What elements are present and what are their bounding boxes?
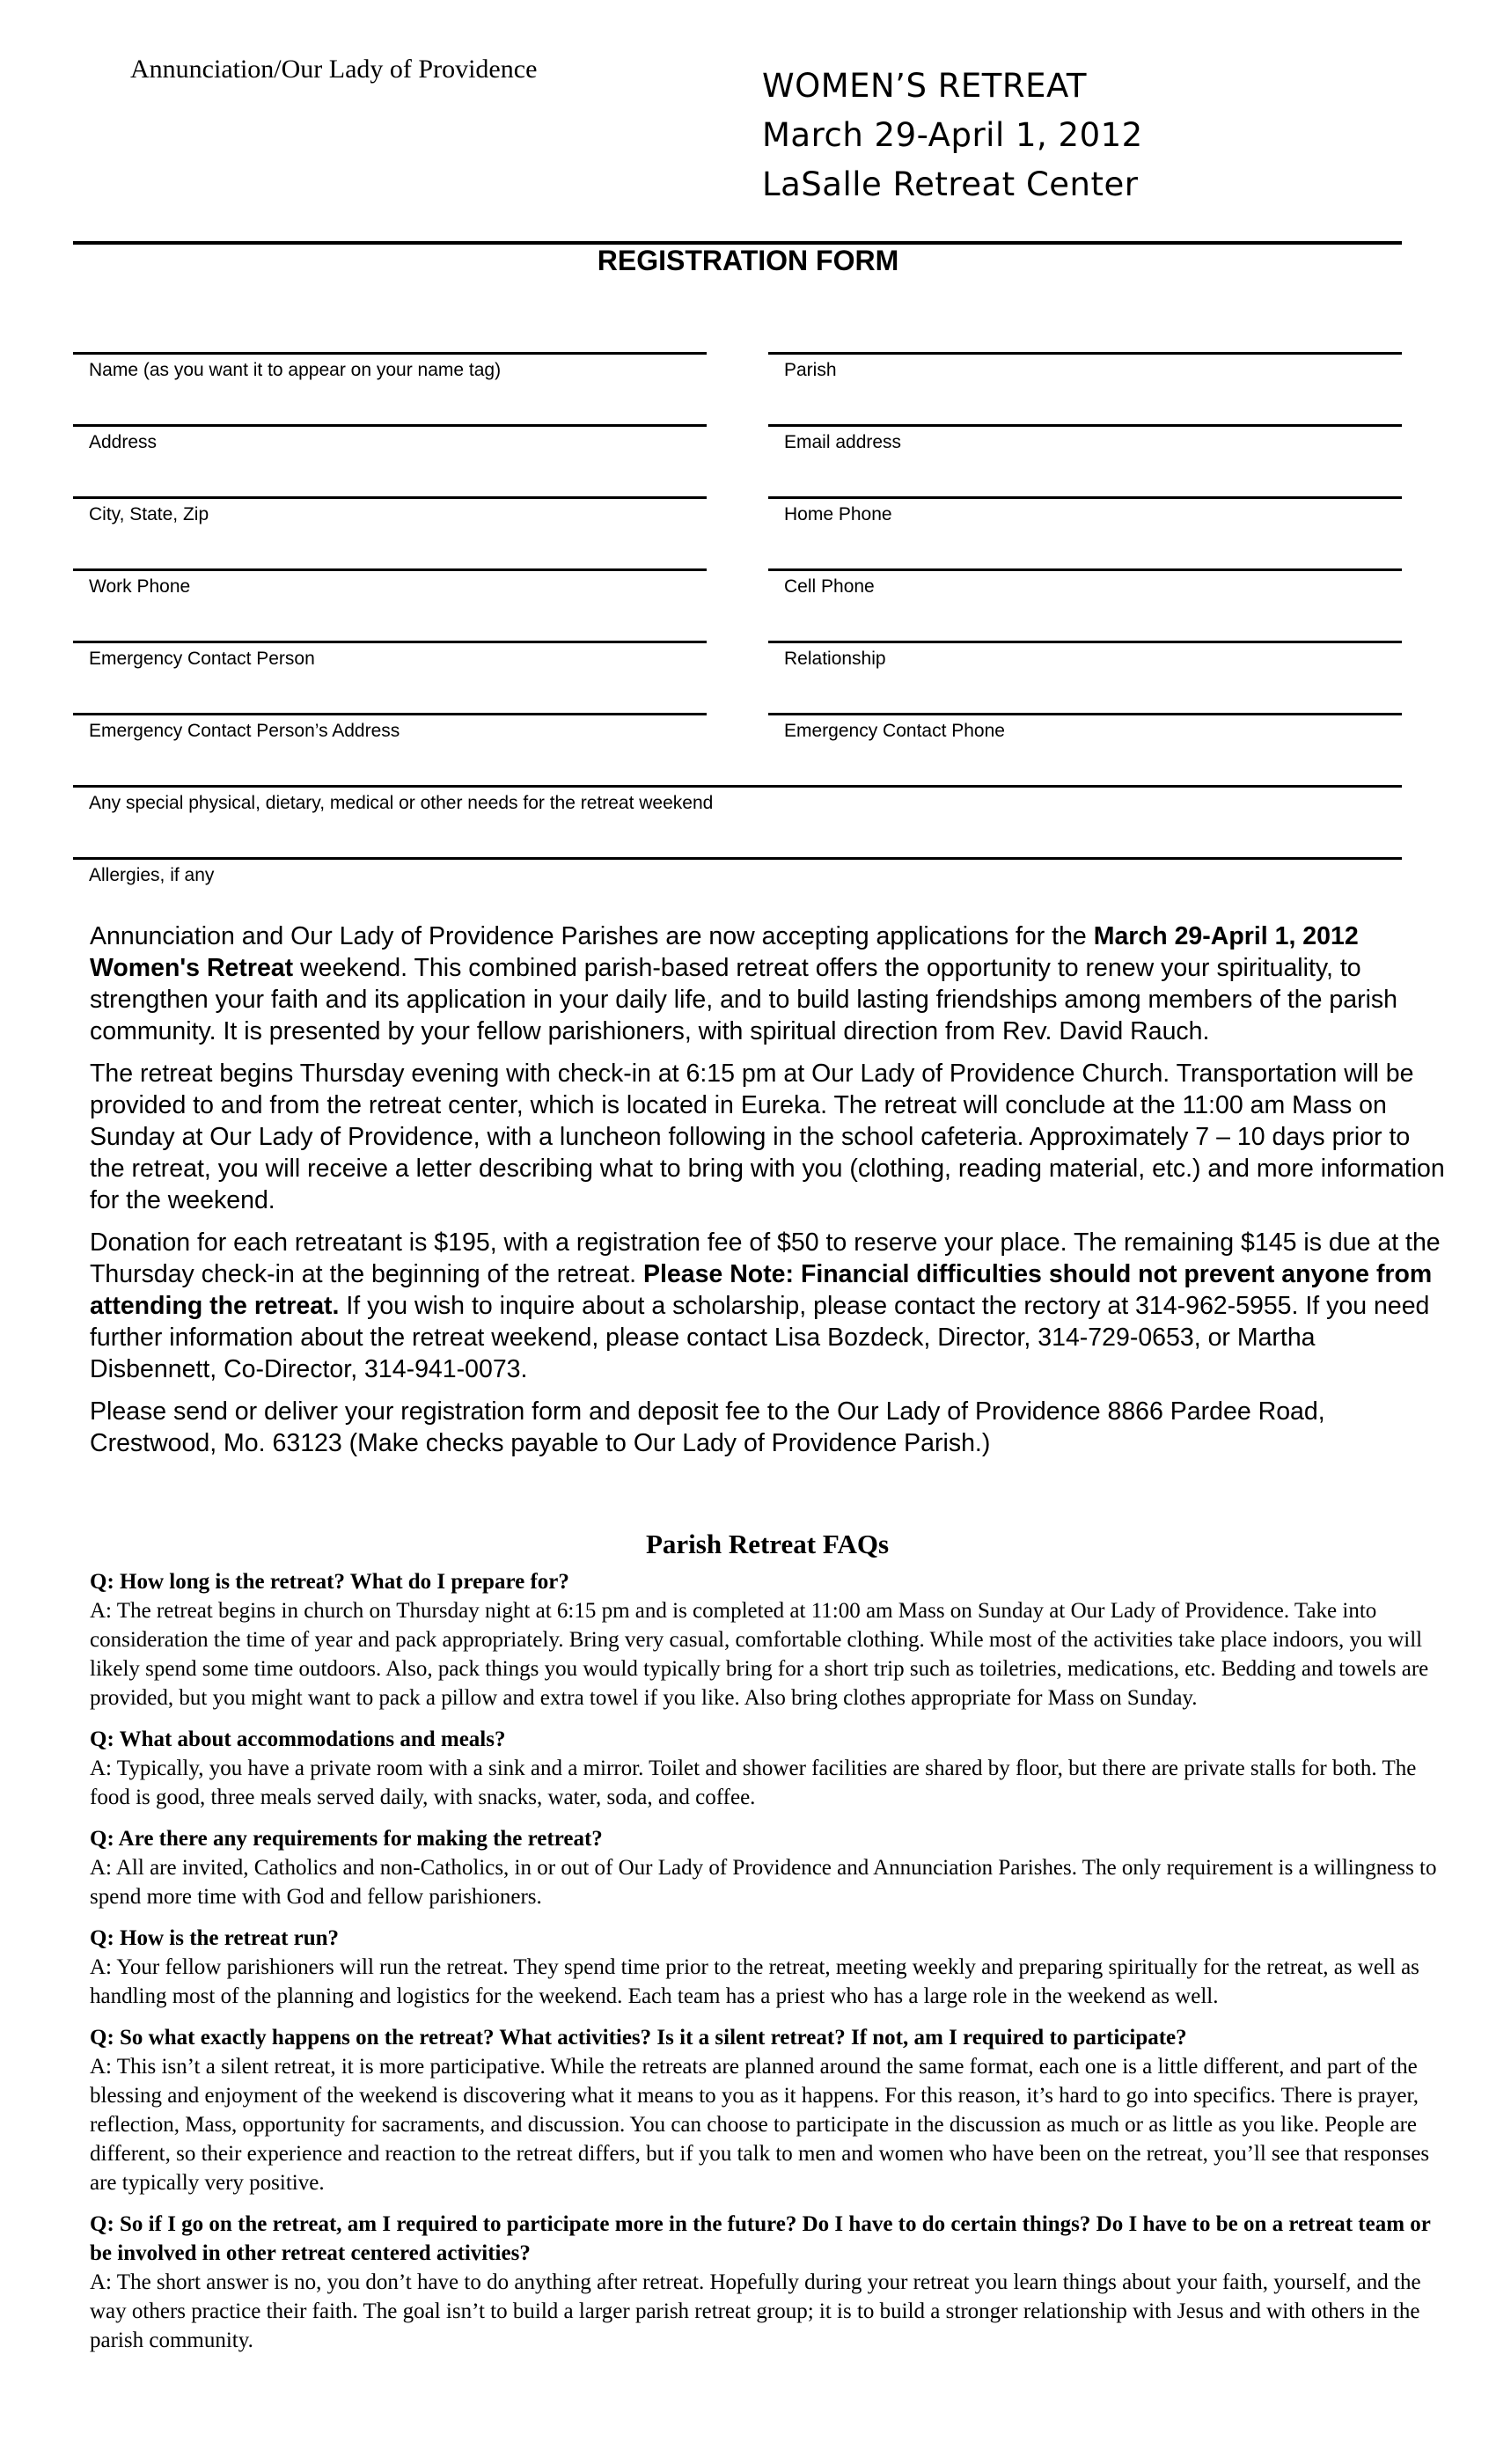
emergency-contact-field-label: Emergency Contact Person xyxy=(89,649,315,669)
info-paragraph-intro: Annunciation and Our Lady of Providence Parishes are now accepting applications for the March 29-April 1, 2012 Women's Retreat weekend. This combined parish-based retreat offers the opportunity to renew your spirituality, to strengthen your faith and its application in your daily life, and to build lasting friendships among members of the parish community. It is presented by your fellow parishioners, with spiritual direction from Rev. David Rauch. xyxy=(90,922,1398,1045)
faq-item xyxy=(90,1824,1445,1911)
faq-item xyxy=(90,2023,1445,2197)
home-phone-field-label: Home Phone xyxy=(784,504,892,524)
special-needs-field[interactable] xyxy=(73,785,1402,814)
emergency-contact-field[interactable] xyxy=(73,641,707,670)
info-paragraph-schedule: The retreat begins Thursday evening with check-in at 6:15 pm at Our Lady of Providence Church. Transportation will be provided to and from the retreat center, which is located in Eureka. The retreat will conclude at the 11:00 am Mass on Sunday at Our Lady of Providence, with a luncheon following in the school cafeteria. Approximately 7 – 10 days prior to the retreat, you will receive a letter describing what to bring with you (clothing, reading material, etc.) and more information for the weekend. xyxy=(90,1060,1445,1214)
faq-answer: A: The retreat begins in church on Thursday night at 6:15 pm and is completed at 11:00 am Mass on Sunday at Our Lady of Providence. Take into consideration the time of year and pack appropriately. Bring very casual, comfortable clothing. While most of the activities take place indoors, you will likely spend some time outdoors. Also, pack things you would typically bring for a short trip such as toiletries, medications, etc. Bedding and towels are provided, but you might want to pack a pillow and extra towel if you like. Also bring clothes appropriate for Mass on Sunday. xyxy=(90,1599,1429,1710)
allergies-field-label: Allergies, if any xyxy=(89,865,215,885)
work-phone-field-label: Work Phone xyxy=(89,576,191,597)
faq-item xyxy=(90,1725,1445,1812)
work-phone-field[interactable] xyxy=(73,568,707,598)
faq-answer: A: Your fellow parishioners will run the retreat. They spend time prior to the retreat, meeting weekly and preparing spiritually for the retreat, as well as handling most of the planning and logistics for the weekend. Each team has a priest who has a large role in the weekend as well. xyxy=(90,1955,1419,2008)
faq-answer: A: Typically, you have a private room with a sink and a mirror. Toilet and shower facilities are shared by floor, but there are private stalls for both. The food is good, three meals served daily, with snacks, water, soda, and coffee. xyxy=(90,1756,1417,1809)
relationship-field-label: Relationship xyxy=(784,649,886,669)
event-title: WOMEN’S RETREAT xyxy=(762,67,1088,105)
emergency-phone-field-label: Emergency Contact Phone xyxy=(784,721,1005,741)
faq-answer: A: All are invited, Catholics and non-Catholics, in or out of Our Lady of Providence and Annunciation Parishes. The only requirement is a willingness to spend more time with God and fellow parishioners. xyxy=(90,1856,1437,1909)
form-title: REGISTRATION FORM xyxy=(597,245,899,276)
email-field[interactable] xyxy=(768,424,1402,453)
event-heading xyxy=(762,62,1143,209)
faq-section xyxy=(90,1529,1445,2367)
parish-name: Annunciation/Our Lady of Providence xyxy=(130,55,538,84)
faq-title: Parish Retreat FAQs xyxy=(645,1529,890,1559)
city-state-zip-field-label: City, State, Zip xyxy=(89,504,209,524)
info-paragraph-mailing: Please send or deliver your registration form and deposit fee to the Our Lady of Providence 8866 Pardee Road, Crestwood, Mo. 63123 (Make checks payable to Our Lady of Providence Parish.) xyxy=(90,1397,1325,1457)
address-field-label: Address xyxy=(89,432,158,452)
retreat-information xyxy=(90,920,1445,1470)
faq-item xyxy=(90,1567,1445,1712)
faq-item xyxy=(90,2210,1445,2355)
address-field[interactable] xyxy=(73,424,707,453)
name-field[interactable] xyxy=(73,352,707,381)
event-location: LaSalle Retreat Center xyxy=(762,165,1139,203)
emergency-address-field-label: Emergency Contact Person’s Address xyxy=(89,721,400,741)
special-needs-field-label: Any special physical, dietary, medical or other needs for the retreat weekend xyxy=(89,793,714,813)
email-field-label: Email address xyxy=(784,432,902,452)
faq-answer: A: This isn’t a silent retreat, it is more participative. While the retreats are planned around the same format, each one is a little different, and part of the blessing and enjoyment of the weekend is discovering what it means to you as it happens. For this reason, it’s hard to go into specifics. There is prayer, reflection, Mass, opportunity for sacraments, and discussion. You can choose to participate in the discussion as much or as little as you like. People are different, so their experience and reaction to the retreat differs, but if you talk to men and women who have been on the retreat, you’ll see that responses are typically very positive. xyxy=(90,2055,1430,2195)
home-phone-field[interactable] xyxy=(768,496,1402,525)
parish-field-label: Parish xyxy=(784,360,837,380)
cell-phone-field[interactable] xyxy=(768,568,1402,598)
faq-question: Q: So what exactly happens on the retreat? What activities? Is it a silent retreat? If not, am I required to participate? xyxy=(90,2026,1187,2050)
emergency-address-field[interactable] xyxy=(73,713,707,742)
parish-field[interactable] xyxy=(768,352,1402,381)
faq-answer: A: The short answer is no, you don’t have to do anything after retreat. Hopefully during your retreat you learn things about your faith, yourself, and the way others practice their faith. The goal isn’t to build a larger parish retreat group; it is to build a stronger relationship with Jesus and with others in the parish community. xyxy=(90,2270,1421,2352)
cell-phone-field-label: Cell Phone xyxy=(784,576,875,597)
faq-question: Q: How is the retreat run? xyxy=(90,1926,340,1950)
city-state-zip-field[interactable] xyxy=(73,496,707,525)
allergies-field[interactable] xyxy=(73,857,1402,886)
faq-question: Q: So if I go on the retreat, am I required to participate more in the future? Do I have to do certain things? Do I have to be on a retreat team or be involved in other retreat centered activities? xyxy=(90,2212,1431,2265)
info-paragraph-donation: Donation for each retreatant is $195, with a registration fee of $50 to reserve your place. The remaining $145 is due at the Thursday check-in at the beginning of the retreat. Please Note: Financial difficulties should not prevent anyone from attending the retreat. If you wish to inquire about a scholarship, please contact the rectory at 314-962-5955. If you need further information about the retreat weekend, please contact Lisa Bozdeck, Director, 314-729-0653, or Martha Disbennett, Co-Director, 314-941-0073. xyxy=(90,1228,1441,1383)
emergency-phone-field[interactable] xyxy=(768,713,1402,742)
faq-item xyxy=(90,1924,1445,2011)
faq-question: Q: What about accommodations and meals? xyxy=(90,1727,506,1751)
name-field-label: Name (as you want it to appear on your name tag) xyxy=(89,360,502,380)
relationship-field[interactable] xyxy=(768,641,1402,670)
event-dates: March 29-April 1, 2012 xyxy=(762,116,1143,154)
faq-question: Q: How long is the retreat? What do I prepare for? xyxy=(90,1570,569,1594)
faq-question: Q: Are there any requirements for making the retreat? xyxy=(90,1827,603,1851)
